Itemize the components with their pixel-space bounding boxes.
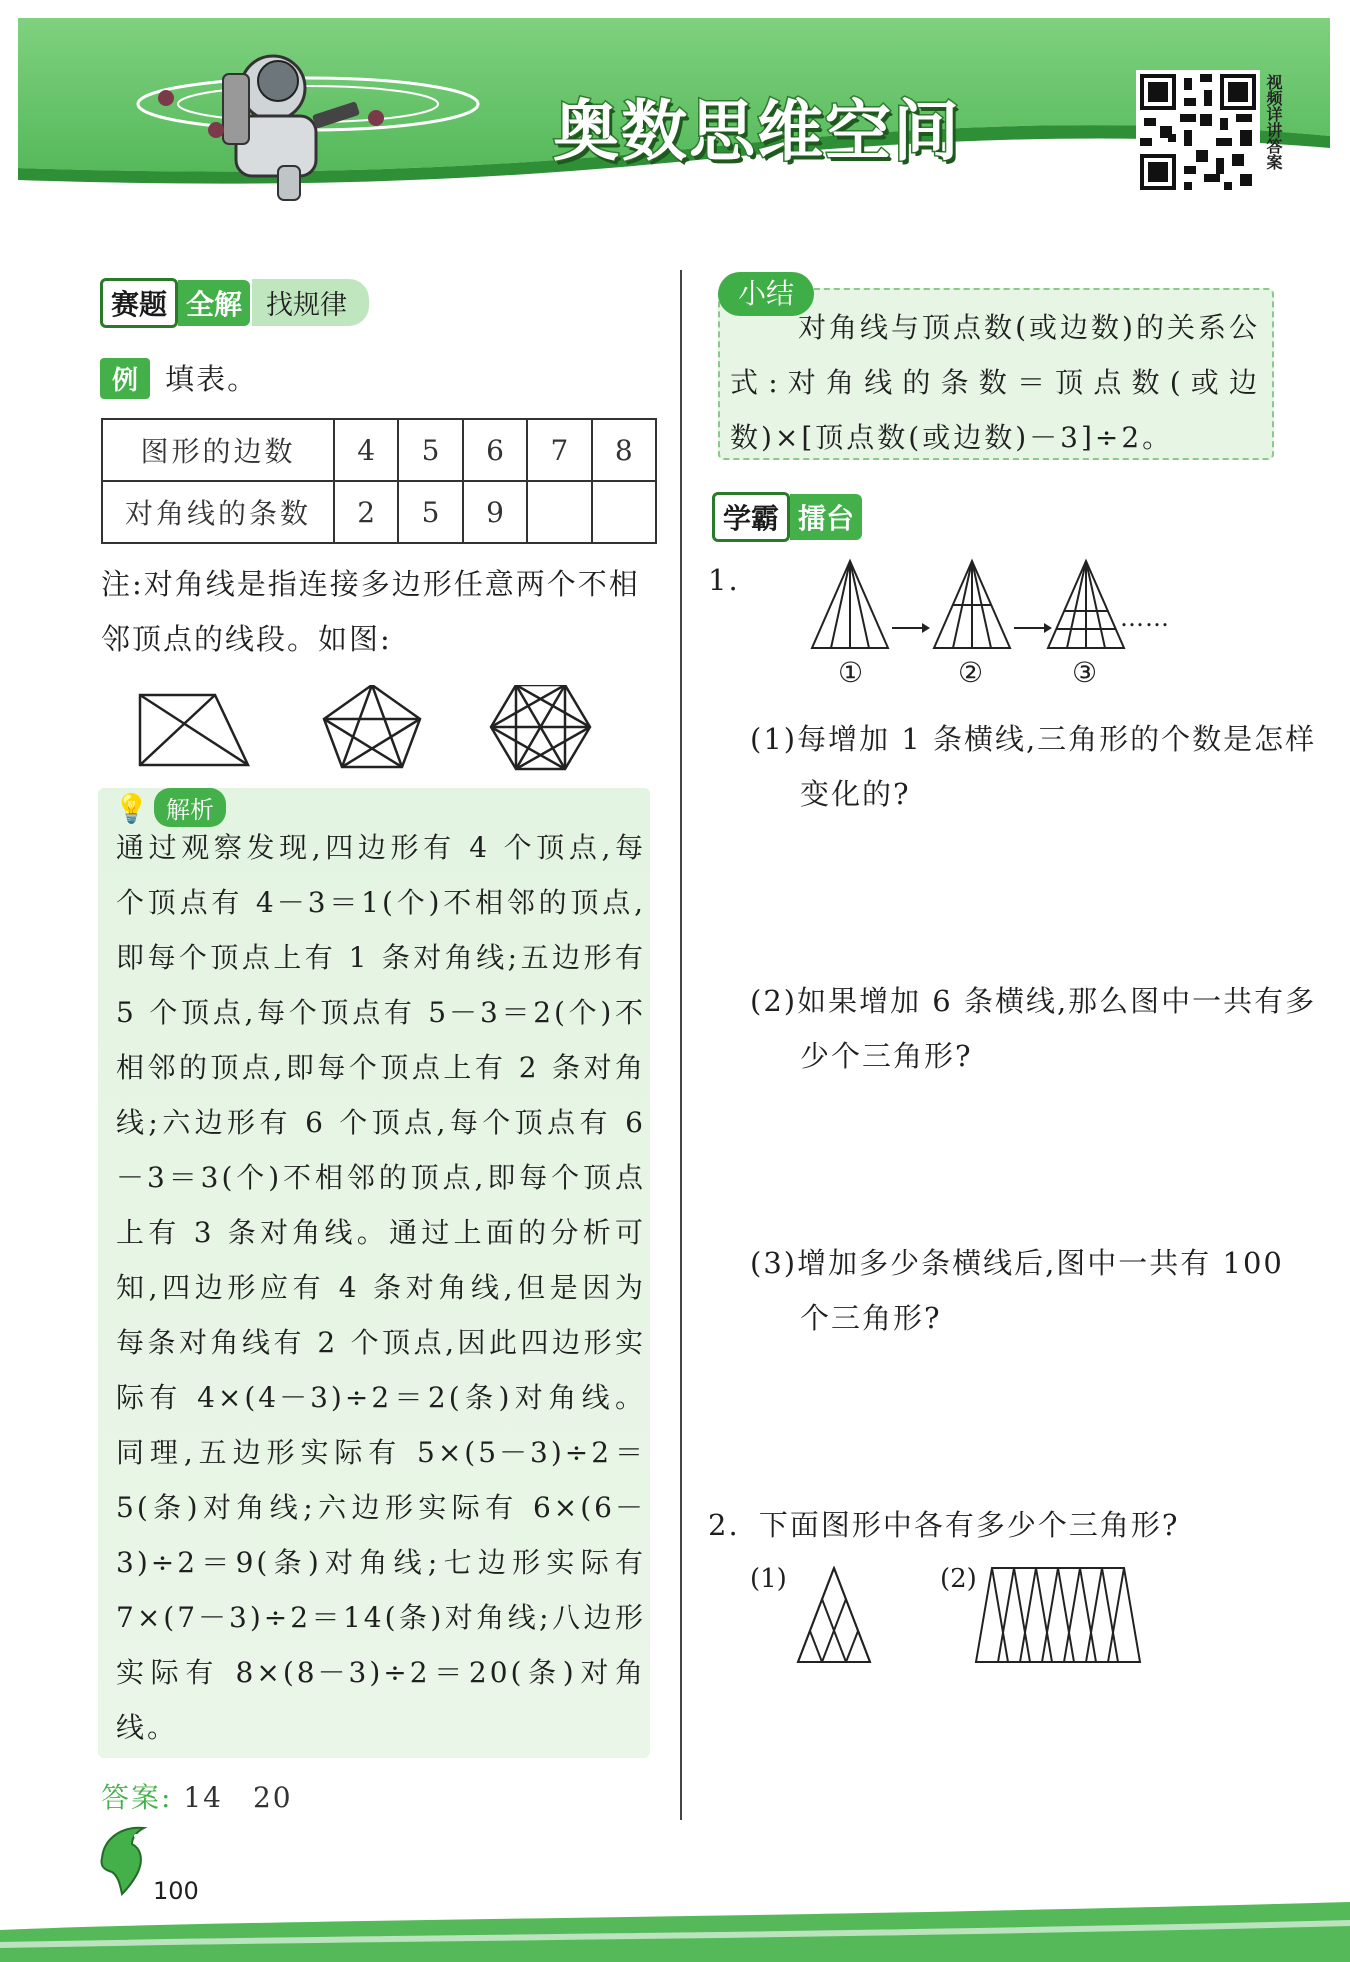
table-cell: 9 bbox=[463, 481, 527, 543]
header-banner bbox=[18, 18, 1330, 208]
example-tag: 例 bbox=[100, 358, 150, 399]
table-cell: 4 bbox=[334, 419, 398, 481]
answer-values: 14 20 bbox=[183, 1781, 293, 1814]
table-cell: 7 bbox=[527, 419, 591, 481]
section-tag-accent: 全解 bbox=[178, 280, 250, 326]
figure-label-1: ① bbox=[838, 656, 864, 689]
answer-line bbox=[101, 1776, 293, 1816]
figure-label-3: ③ bbox=[1072, 656, 1098, 689]
table-row bbox=[102, 419, 656, 481]
summary-text: 对角线与顶点数(或边数)的关系公式:对角线的条数＝顶点数(或边数)×[顶点数(或边数)－3]÷2。 bbox=[730, 311, 1260, 454]
page-number: 100 bbox=[153, 1877, 199, 1905]
q1-part-1: (1)每增加 1 条横线,三角形的个数是怎样变化的? bbox=[750, 722, 1317, 811]
practice-tag-accent: 擂台 bbox=[790, 494, 862, 540]
figure-label-2: ② bbox=[958, 656, 984, 689]
column-divider bbox=[680, 270, 682, 1820]
table-blank-8[interactable] bbox=[592, 481, 656, 543]
lightbulb-icon: 💡 bbox=[114, 792, 149, 825]
q2-line bbox=[708, 1498, 1179, 1553]
analysis-tag: 解析 bbox=[154, 788, 226, 827]
diagonal-table bbox=[101, 418, 657, 544]
table-cell: 5 bbox=[398, 481, 462, 543]
q2-label-2: (2) bbox=[940, 1564, 977, 1594]
q1-number: 1. bbox=[708, 563, 740, 597]
q1-part-3: (3)增加多少条横线后,图中一共有 100 个三角形? bbox=[750, 1246, 1284, 1335]
analysis-text: 通过观察发现,四边形有 4 个顶点,每个顶点有 4－3＝1(个)不相邻的顶点,即每个顶点上有 1 条对角线;五边形有 5 个顶点,每个顶点有 5－3＝2(个)不相邻的顶点,即每个顶点上有 2 条对角线;六边形有 6 个顶点,每个顶点有 6－3＝3(个)不相邻的顶点,即每个顶点上有 3 条对角线。通过上面的分析可知,四边形应有 4 条对角线,但是因为每条对角线有 2 个顶点,因此四边形实际有 4×(4－3)÷2＝2(条)对角线。同理,五边形实际有 5×(5－3)÷2＝5(条)对角线;六边形实际有 6×(6－3)÷2＝9(条)对角线;七边形实际有 7×(7－3)÷2＝14(条)对角线;八边形实际有 8×(8－3)÷2＝20(条)对角线。 bbox=[116, 831, 646, 1744]
example-heading bbox=[100, 352, 258, 407]
practice-tag-main: 学霸 bbox=[712, 492, 790, 542]
q2-label-1: (1) bbox=[750, 1564, 787, 1594]
example-note: 注:对角线是指连接多边形任意两个不相邻顶点的线段。如图: bbox=[101, 567, 640, 656]
q1-part-2: (2)如果增加 6 条横线,那么图中一共有多少个三角形? bbox=[750, 984, 1317, 1073]
qr-code[interactable] bbox=[1136, 70, 1260, 194]
footer-band bbox=[0, 1890, 1350, 1962]
section-tag-main: 赛题 bbox=[100, 278, 178, 328]
table-cell: 8 bbox=[592, 419, 656, 481]
table-cell: 2 bbox=[334, 481, 398, 543]
table-cell: 5 bbox=[398, 419, 462, 481]
table-row bbox=[102, 481, 656, 543]
practice-heading bbox=[712, 492, 862, 542]
answer-label: 答案: bbox=[101, 1781, 173, 1814]
qr-label: 视频详讲答案 bbox=[1264, 74, 1283, 170]
pentagon-shape bbox=[324, 685, 420, 767]
table-blank-7[interactable] bbox=[527, 481, 591, 543]
sequence-dots: …… bbox=[1120, 604, 1170, 632]
table-header-sides: 图形的边数 bbox=[102, 419, 334, 481]
section-topic: 找规律 bbox=[252, 279, 369, 326]
example-prompt: 填表。 bbox=[165, 362, 259, 396]
table-header-diagonals: 对角线的条数 bbox=[102, 481, 334, 543]
q2-figures bbox=[796, 1566, 1176, 1666]
table-cell: 6 bbox=[463, 419, 527, 481]
q2-number: 2. bbox=[708, 1508, 740, 1542]
polygon-diagonal-figures bbox=[130, 685, 630, 785]
section-heading bbox=[100, 278, 369, 328]
q2-prompt: 下面图形中各有多少个三角形? bbox=[758, 1508, 1180, 1542]
astronaut-illustration bbox=[128, 26, 488, 206]
summary-tag: 小结 bbox=[718, 272, 814, 316]
dolphin-icon bbox=[92, 1818, 156, 1898]
header-title: 奥数思维空间 bbox=[553, 93, 961, 170]
